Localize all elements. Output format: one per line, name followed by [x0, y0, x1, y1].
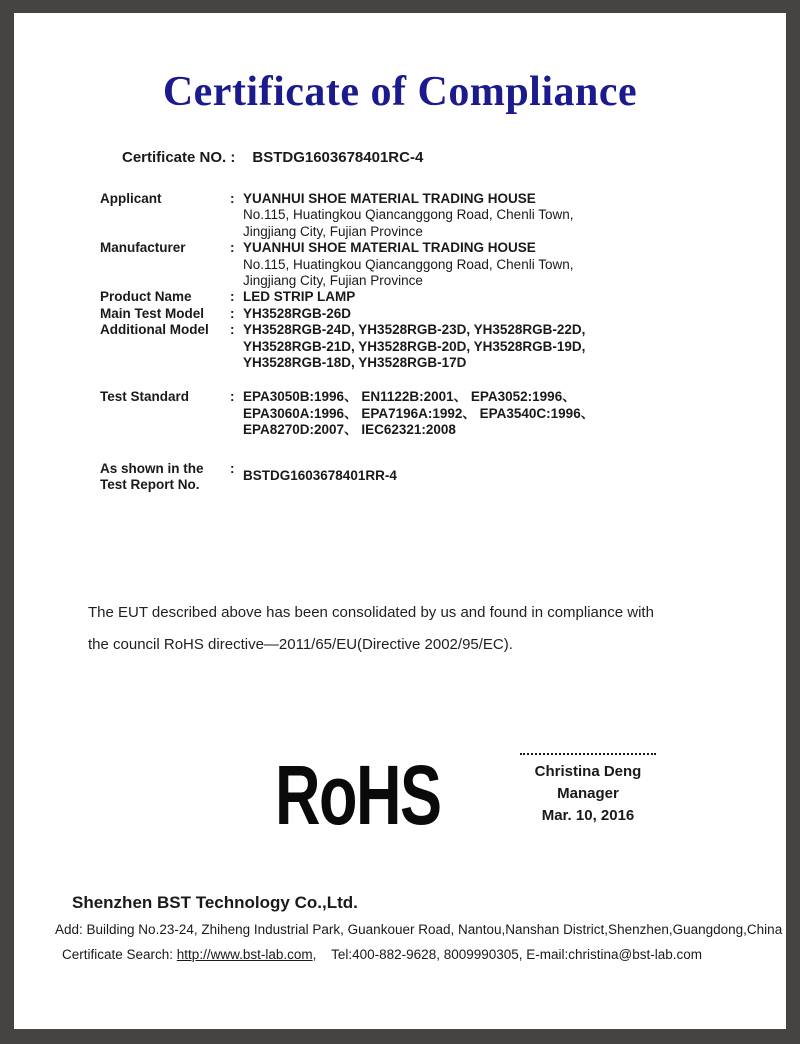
additional-model-line2: YH3528RGB-21D, YH3528RGB-20D, YH3528RGB-19D,	[243, 338, 586, 354]
additional-model-value	[243, 322, 756, 371]
certificate-info-table	[100, 191, 756, 494]
product-name-value: LED STRIP LAMP	[243, 289, 356, 305]
field-colon: :	[230, 305, 235, 321]
test-report-label	[100, 461, 230, 494]
additional-model-line1: YH3528RGB-24D, YH3528RGB-23D, YH3528RGB-22D,	[243, 322, 586, 338]
product-name-label: Product Name	[100, 289, 192, 305]
signature-date: Mar. 10, 2016	[541, 807, 635, 824]
test-standard-line1: EPA3050B:1996、 EN1122B:2001、 EPA3052:1996、	[243, 389, 576, 405]
certificate-number-value: BSTDG1603678401RC-4	[252, 149, 424, 166]
applicant-value	[243, 191, 756, 240]
manufacturer-value	[243, 240, 756, 289]
test-standard-line2: EPA3060A:1996、 EPA7196A:1992、 EPA3540C:1996、	[243, 405, 595, 421]
field-row-product-name	[100, 289, 756, 305]
field-colon: :	[230, 322, 235, 338]
test-standard-label: Test Standard	[100, 389, 190, 405]
footer-contact-rest: , Tel:400-882-9628, 8009990305, E-mail:christina@bst-lab.com	[312, 947, 703, 962]
compliance-statement	[88, 597, 736, 661]
compliance-statement-line1: The EUT described above has been consolidated by us and found in compliance with	[88, 604, 654, 621]
rohs-logo: RoHS	[275, 748, 441, 842]
certificate-search-link[interactable]: http://www.bst-lab.com	[176, 947, 313, 962]
field-row-applicant	[100, 191, 756, 240]
manufacturer-address-line2: Jingjiang City, Fujian Province	[243, 273, 423, 289]
signature-block	[520, 753, 656, 827]
footer-address: Add: Building No.23-24, Zhiheng Industrial Park, Guankouer Road, Nantou,Nanshan District,Shenzhen,Guangdong,China	[55, 922, 783, 937]
applicant-label: Applicant	[100, 191, 162, 206]
field-colon: :	[230, 289, 235, 305]
field-row-manufacturer	[100, 240, 756, 289]
compliance-statement-line2: the council RoHS directive—2011/65/EU(Directive 2002/95/EC).	[88, 636, 513, 653]
field-row-test-standard	[100, 389, 756, 438]
certificate-title: Certificate of Compliance	[162, 69, 638, 115]
certificate-search-label: Certificate Search:	[62, 947, 177, 962]
main-test-model-label: Main Test Model	[100, 305, 205, 321]
field-colon: :	[230, 389, 235, 405]
additional-model-line3: YH3528RGB-18D, YH3528RGB-17D	[243, 355, 467, 371]
footer	[14, 893, 786, 962]
test-report-value: BSTDG1603678401RR-4	[243, 467, 397, 483]
main-test-model-value: YH3528RGB-26D	[243, 305, 352, 321]
test-standard-value	[243, 389, 756, 438]
manufacturer-label: Manufacturer	[100, 240, 186, 256]
field-colon: :	[230, 460, 235, 476]
field-row-main-test-model	[100, 306, 756, 322]
field-row-test-report	[100, 461, 756, 494]
test-standard-line3: EPA8270D:2007、 IEC62321:2008	[243, 422, 456, 438]
certificate-number-label: Certificate NO. :	[122, 149, 236, 166]
field-colon: :	[230, 240, 235, 256]
signer-name: Christina Deng	[534, 763, 642, 780]
applicant-address-line2: Jingjiang City, Fujian Province	[243, 223, 423, 239]
additional-model-label: Additional Model	[100, 322, 209, 338]
applicant-address-line1: No.115, Huatingkou Qiancanggong Road, Chenli Town,	[243, 207, 574, 223]
applicant-name: YUANHUI SHOE MATERIAL TRADING HOUSE	[243, 191, 536, 206]
certificate-page	[14, 13, 786, 1029]
field-colon: :	[230, 191, 235, 206]
signer-role: Manager	[557, 785, 619, 802]
footer-company-name: Shenzhen BST Technology Co.,Ltd.	[72, 893, 358, 912]
manufacturer-name: YUANHUI SHOE MATERIAL TRADING HOUSE	[243, 240, 536, 256]
field-row-additional-model	[100, 322, 756, 371]
test-report-label-line1: As shown in the	[100, 460, 204, 476]
manufacturer-address-line1: No.115, Huatingkou Qiancanggong Road, Chenli Town,	[243, 256, 574, 272]
test-report-label-line2: Test Report No.	[100, 477, 200, 493]
footer-contact-line	[62, 947, 786, 962]
certificate-number-row	[122, 149, 423, 166]
